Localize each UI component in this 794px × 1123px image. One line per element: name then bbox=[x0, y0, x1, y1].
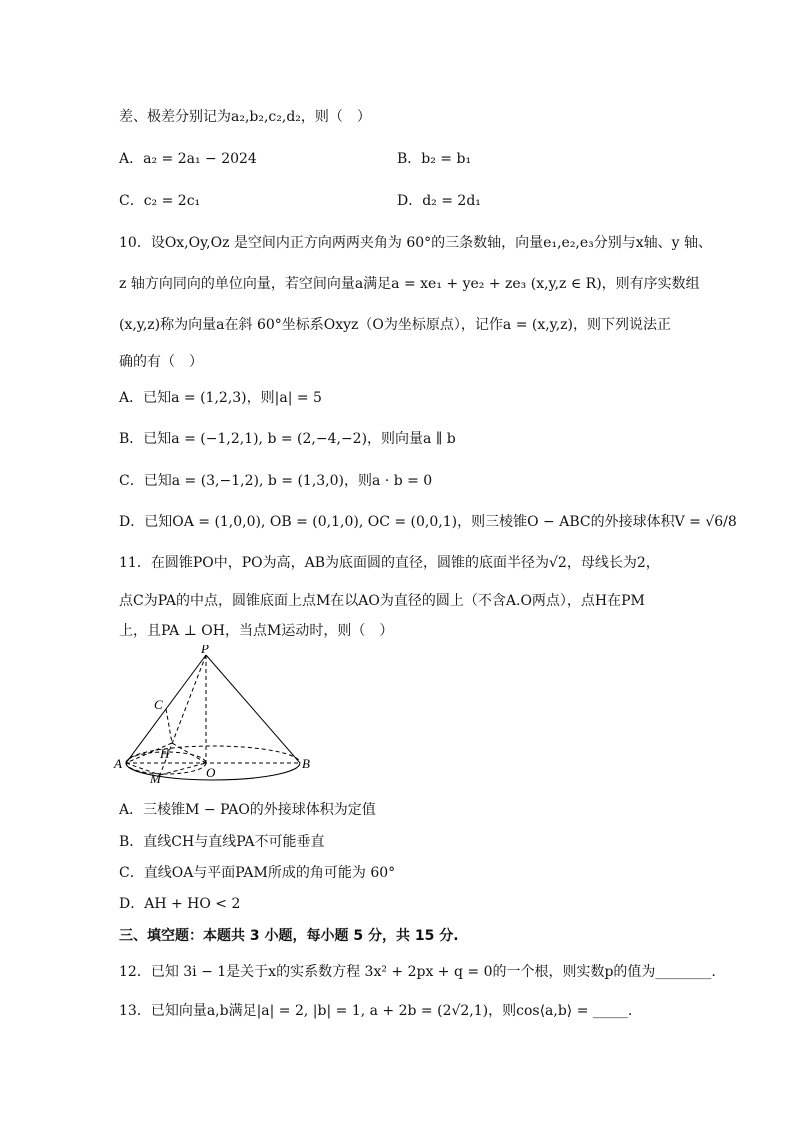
q11-option-c: C．直线OA与平面PAM所成的角可能为 60° bbox=[119, 865, 396, 881]
label-P: P bbox=[201, 645, 209, 656]
label-M: M bbox=[150, 771, 161, 785]
q9-tail: 差、极差分别记为a₂,b₂,c₂,d₂，则（ ） bbox=[119, 109, 371, 125]
label-B: B bbox=[302, 756, 310, 771]
cone-figure bbox=[110, 645, 310, 785]
q10-stem-line1: 10．设Ox,Oy,Oz 是空间内正方向两两夹角为 60°的三条数轴，向量e₁,e₂,e₃分别与x轴、y 轴、 bbox=[119, 235, 713, 251]
label-A: A bbox=[114, 756, 122, 771]
q9-option-a: A．a₂ = 2a₁ − 2024 bbox=[119, 151, 257, 167]
q9-option-d: D．d₂ = 2d₁ bbox=[397, 193, 481, 209]
q9-option-b: B．b₂ = b₁ bbox=[397, 151, 472, 167]
q11-option-a: A．三棱锥M − PAO的外接球体积为定值 bbox=[119, 802, 376, 818]
q13: 13．已知向量a,b满足|a| = 2, |b| = 1, a + 2b = (2√2,1)，则cos⟨a,b⟩ = _____. bbox=[119, 1003, 633, 1019]
q10-option-c: C．已知a = (3,−1,2), b = (1,3,0)，则a · b = 0 bbox=[119, 473, 433, 489]
section-3-heading: 三、填空题：本题共 3 小题，每小题 5 分，共 15 分. bbox=[119, 928, 459, 944]
q11-stem-line2: 点C为PA的中点，圆锥底面上点M在以AO为直径的圆上（不含A.O两点），点H在PM bbox=[119, 593, 645, 609]
line-PB bbox=[206, 655, 300, 763]
q9-option-c: C．c₂ = 2c₁ bbox=[119, 193, 201, 209]
q10-option-d: D．已知OA = (1,0,0), OB = (0,1,0), OC = (0,0,1)，则三棱锥O − ABC的外接球体积V = √6/8 bbox=[119, 514, 737, 530]
q11-stem-line3: 上，且PA ⊥ OH，当点M运动时，则（ ） bbox=[119, 623, 394, 639]
q10-stem-line3: (x,y,z)称为向量a在斜 60°坐标系Oxyz（O为坐标原点），记作a = (x,y,z)，则下列说法正 bbox=[119, 317, 672, 333]
q10-option-b: B．已知a = (−1,2,1), b = (2,−4,−2)，则向量a ∥ b bbox=[119, 431, 456, 447]
q11-option-d: D．AH + HO < 2 bbox=[119, 896, 241, 912]
q11-stem-line1: 11．在圆锥PO中，PO为高，AB为底面圆的直径，圆锥的底面半径为√2，母线长为2， bbox=[119, 555, 660, 571]
label-H: H bbox=[160, 746, 170, 761]
q10-stem-line2: z 轴方向同向的单位向量，若空间向量a满足a = xe₁ + ye₂ + ze₃ (x,y,z ∈ R)，则有序实数组 bbox=[119, 276, 700, 292]
q10-stem-line4: 确的有（ ） bbox=[119, 354, 203, 370]
q12: 12．已知 3i − 1是关于x的实系数方程 3x² + 2px + q = 0的一个根，则实数p的值为________. bbox=[119, 964, 716, 980]
q11-option-b: B．直线CH与直线PA不可能垂直 bbox=[119, 834, 325, 850]
base-back-arc bbox=[126, 746, 300, 763]
line-CH bbox=[166, 709, 172, 743]
label-O: O bbox=[206, 765, 216, 780]
q10-option-a: A．已知a = (1,2,3)，则|a| = 5 bbox=[119, 390, 322, 406]
label-C: C bbox=[154, 697, 163, 712]
